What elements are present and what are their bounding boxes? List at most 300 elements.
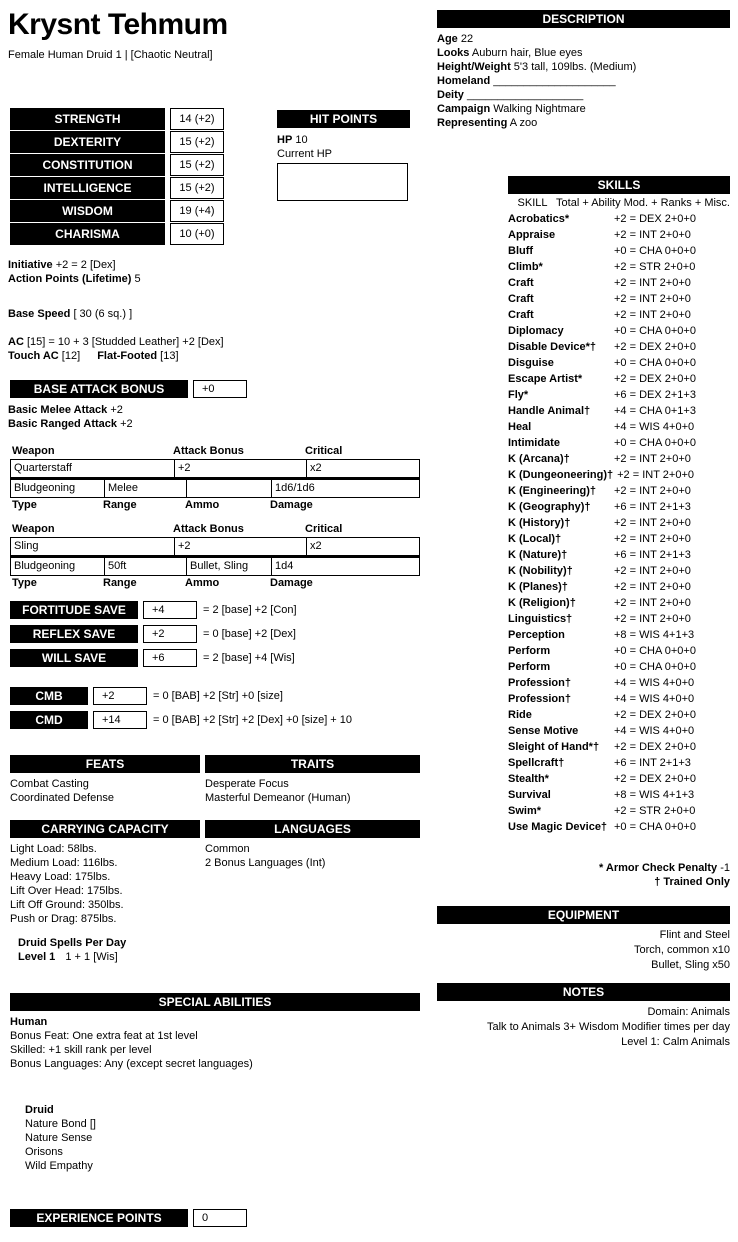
base-speed-line <box>8 307 132 321</box>
description-value: 5'3 tall, 109lbs. (Medium) <box>513 61 637 73</box>
base-attack-bonus-field[interactable]: +0 <box>193 380 247 398</box>
description-label: Age <box>437 33 458 45</box>
skill-total: +4 = WIS 4+0+0 <box>614 693 695 705</box>
skill-total: +2 = DEX 2+0+0 <box>614 741 696 753</box>
weapon-range-cell[interactable]: Melee <box>104 480 186 497</box>
save-formula: = 2 [base] +2 [Con] <box>203 604 297 616</box>
description-header: DESCRIPTION <box>437 10 730 28</box>
damage-col-header: Damage <box>270 577 313 589</box>
carrying-capacity-item: Lift Off Ground: 350lbs. <box>10 899 124 911</box>
skill-total: +2 = DEX 2+0+0 <box>614 709 696 721</box>
skill-total: +0 = CHA 0+0+0 <box>614 645 696 657</box>
experience-points-header: EXPERIENCE POINTS <box>10 1209 188 1227</box>
skill-row <box>508 611 730 627</box>
weapon-footer-row <box>10 498 420 513</box>
skill-row <box>508 275 730 291</box>
skill-row <box>508 595 730 611</box>
saves-section <box>10 601 297 673</box>
ability-score-field[interactable]: 14 (+2) <box>170 108 224 130</box>
skill-name: Bluff <box>508 245 534 257</box>
skill-row <box>508 403 730 419</box>
race-abilities-list <box>10 1029 420 1071</box>
basic-melee-value: +2 <box>110 404 123 416</box>
combat-maneuver-row <box>10 711 352 729</box>
description-label: Campaign <box>437 103 491 115</box>
weapon-table-sling <box>10 522 420 591</box>
weapon-type-cell[interactable]: Bludgeoning <box>14 560 76 572</box>
skill-row <box>508 771 730 787</box>
ability-label: INTELLIGENCE <box>10 177 165 199</box>
skill-row <box>508 227 730 243</box>
action-points-value: 5 <box>134 273 141 285</box>
weapon-table-quarterstaff <box>10 444 420 513</box>
feats-header: FEATS <box>10 755 200 773</box>
ability-row <box>10 177 224 199</box>
ability-label: STRENGTH <box>10 108 165 130</box>
carrying-capacity-header: CARRYING CAPACITY <box>10 820 200 838</box>
skill-name: Sense Motive <box>508 725 579 737</box>
ability-label: DEXTERITY <box>10 131 165 153</box>
spell-level-label: Level 1 <box>18 951 56 963</box>
carrying-capacity-item: Push or Drag: 875lbs. <box>10 913 117 925</box>
languages-column <box>205 820 420 926</box>
skill-row <box>508 243 730 259</box>
skill-name: K (Nobility)† <box>508 565 573 577</box>
weapon-name-cell[interactable]: Sling <box>14 540 39 552</box>
languages-header: LANGUAGES <box>205 820 420 838</box>
skill-total: +0 = CHA 0+0+0 <box>614 245 696 257</box>
skill-row <box>508 723 730 739</box>
base-speed-value: [ 30 (6 sq.) ] <box>73 308 133 320</box>
feats-column <box>10 755 200 805</box>
skill-total: +4 = WIS 4+0+0 <box>614 421 695 433</box>
skill-name: Survival <box>508 789 551 801</box>
character-subtitle: Female Human Druid 1 | [Chaotic Neutral] <box>8 49 213 61</box>
combat-maneuver-field[interactable]: +2 <box>93 687 147 705</box>
weapon-attack-cell[interactable]: +2 <box>174 538 306 555</box>
basic-ranged-value: +2 <box>120 418 133 430</box>
skill-name: K (Religion)† <box>508 597 576 609</box>
skill-total: +8 = WIS 4+1+3 <box>614 629 695 641</box>
carrying-capacity-column <box>10 820 200 926</box>
critical-col-header: Critical <box>305 523 343 535</box>
combat-maneuver-field[interactable]: +14 <box>93 711 147 729</box>
skill-row <box>508 579 730 595</box>
skill-name: Profession† <box>508 677 571 689</box>
description-label: Looks <box>437 47 470 59</box>
notes-section <box>437 983 730 1050</box>
skill-name: K (Local)† <box>508 533 562 545</box>
skill-row <box>508 307 730 323</box>
class-heading: Druid <box>25 1104 54 1116</box>
skill-total: +2 = INT 2+0+0 <box>614 565 691 577</box>
ac-label: AC <box>8 336 24 348</box>
skill-total: +0 = CHA 0+0+0 <box>614 661 696 673</box>
armor-check-penalty-value: -1 <box>720 862 730 874</box>
skills-header: SKILLS <box>508 176 730 194</box>
action-points-label: Action Points (Lifetime) <box>8 273 132 285</box>
description-label: Representing <box>437 117 508 129</box>
skill-row <box>508 387 730 403</box>
race-ability-item: Bonus Feat: One extra feat at 1st level <box>10 1030 198 1042</box>
skill-total: +2 = DEX 2+0+0 <box>614 213 696 225</box>
spells-per-day-section <box>18 936 126 964</box>
attack-bonus-col-header: Attack Bonus <box>173 445 244 457</box>
language-item: Common <box>205 843 250 855</box>
spells-title: Druid Spells Per Day <box>18 937 127 949</box>
equipment-item: Torch, common x10 <box>634 944 730 956</box>
ability-row <box>10 223 224 245</box>
save-label: WILL SAVE <box>10 649 138 667</box>
weapon-detail-row <box>10 478 420 498</box>
weapon-header-row <box>10 444 420 459</box>
weapon-header-row <box>10 522 420 537</box>
skill-name: K (Geography)† <box>508 501 591 513</box>
notes-list <box>437 1005 730 1050</box>
notes-header: NOTES <box>437 983 730 1001</box>
weapon-ammo-cell[interactable] <box>186 480 271 497</box>
skill-total: +6 = INT 2+1+3 <box>614 501 691 513</box>
carrying-capacity-item: Lift Over Head: 175lbs. <box>10 885 123 897</box>
combat-maneuver-formula: = 0 [BAB] +2 [Str] +0 [size] <box>153 690 283 702</box>
save-value-field[interactable]: +4 <box>143 601 197 619</box>
skill-name: Profession† <box>508 693 571 705</box>
skill-row <box>508 483 730 499</box>
description-line <box>437 74 730 88</box>
combat-maneuver-section <box>10 687 352 735</box>
ability-score-field[interactable]: 15 (+2) <box>170 131 224 153</box>
skill-row <box>508 291 730 307</box>
skill-total: +2 = INT 2+0+0 <box>614 453 691 465</box>
skill-total: +2 = INT 2+0+0 <box>614 277 691 289</box>
skill-name: K (Dungeoneering)† <box>508 469 614 481</box>
skill-row <box>508 323 730 339</box>
attack-bonus-col-header: Attack Bonus <box>173 523 244 535</box>
weapon-damage-cell[interactable]: 1d4 <box>271 558 419 575</box>
basic-melee-label: Basic Melee Attack <box>8 404 108 416</box>
skill-total: +4 = CHA 0+1+3 <box>614 405 696 417</box>
skill-name: Handle Animal† <box>508 405 591 417</box>
base-attack-bonus-row <box>10 380 247 398</box>
base-attack-bonus-header: BASE ATTACK BONUS <box>10 380 188 398</box>
skill-name: Climb* <box>508 261 543 273</box>
skill-name: Swim* <box>508 805 542 817</box>
skill-total: +2 = STR 2+0+0 <box>614 261 696 273</box>
hit-points-header: HIT POINTS <box>277 110 410 128</box>
save-formula: = 0 [base] +2 [Dex] <box>203 628 296 640</box>
description-label: Deity <box>437 89 464 101</box>
description-value: ____________________ <box>493 75 616 87</box>
description-label: Height/Weight <box>437 61 511 73</box>
class-abilities-block <box>25 1103 96 1173</box>
skill-row <box>508 563 730 579</box>
skill-name: Disable Device*† <box>508 341 597 353</box>
skill-name: Perform <box>508 645 551 657</box>
weapon-col-header: Weapon <box>12 523 55 535</box>
description-section <box>437 10 730 130</box>
note-item: Domain: Animals <box>647 1006 730 1018</box>
class-abilities-list <box>25 1117 96 1173</box>
description-value: Walking Nightmare <box>493 103 586 115</box>
description-label: Homeland <box>437 75 491 87</box>
skill-name: Ride <box>508 709 532 721</box>
race-heading: Human <box>10 1016 48 1028</box>
skill-name: Craft <box>508 309 534 321</box>
experience-points-row <box>10 1209 247 1227</box>
skill-row <box>508 787 730 803</box>
equipment-list <box>437 928 730 973</box>
ability-score-field[interactable]: 19 (+4) <box>170 200 224 222</box>
skill-row <box>508 547 730 563</box>
skill-total: +2 = INT 2+0+0 <box>614 293 691 305</box>
skill-name: Stealth* <box>508 773 549 785</box>
initiative-label: Initiative <box>8 259 53 271</box>
skill-row <box>508 451 730 467</box>
skill-row <box>508 371 730 387</box>
current-hp-label: Current HP <box>277 148 333 160</box>
skill-name: Acrobatics* <box>508 213 570 225</box>
base-speed-label: Base Speed <box>8 308 71 320</box>
weapon-critical-cell[interactable]: x2 <box>306 538 419 555</box>
range-col-header: Range <box>103 499 137 511</box>
skill-name: Disguise <box>508 357 554 369</box>
hp-value: 10 <box>295 134 308 146</box>
skill-total: +0 = CHA 0+0+0 <box>614 437 696 449</box>
feats-traits-section <box>10 755 420 805</box>
skill-total: +6 = INT 2+1+3 <box>614 757 691 769</box>
trait-item: Desperate Focus <box>205 778 289 790</box>
touch-ac-value: [12] <box>61 350 81 362</box>
armor-class-block <box>8 335 224 363</box>
weapon-name-row <box>10 459 420 478</box>
ability-score-field[interactable]: 15 (+2) <box>170 177 224 199</box>
ability-row <box>10 131 224 153</box>
skill-row <box>508 435 730 451</box>
skill-row <box>508 819 730 835</box>
save-row <box>10 601 297 619</box>
skill-total: +0 = CHA 0+0+0 <box>614 325 696 337</box>
combat-maneuver-formula: = 0 [BAB] +2 [Str] +2 [Dex] +0 [size] + 10 <box>153 714 353 726</box>
class-ability-item: Nature Sense <box>25 1132 93 1144</box>
ability-row <box>10 200 224 222</box>
basic-ranged-label: Basic Ranged Attack <box>8 418 118 430</box>
skill-total: +0 = CHA 0+0+0 <box>614 821 696 833</box>
ac-value: [15] = 10 + 3 [Studded Leather] +2 [Dex] <box>26 336 224 348</box>
ability-label: CHARISMA <box>10 223 165 245</box>
skill-total: +2 = DEX 2+0+0 <box>614 773 696 785</box>
skills-list <box>508 211 730 835</box>
flat-footed-label: Flat-Footed <box>97 350 158 362</box>
skill-name: Use Magic Device† <box>508 821 608 833</box>
race-ability-item: Bonus Languages: Any (except secret languages) <box>10 1058 253 1070</box>
skill-total: +2 = INT 2+0+0 <box>614 581 691 593</box>
description-line <box>437 32 730 46</box>
save-label: REFLEX SAVE <box>10 625 138 643</box>
trained-only-note: † Trained Only <box>654 876 730 888</box>
skill-total: +0 = CHA 0+0+0 <box>614 357 696 369</box>
feat-item: Coordinated Defense <box>10 792 114 804</box>
spell-level-value: 1 + 1 [Wis] <box>65 951 118 963</box>
weapon-footer-row <box>10 576 420 591</box>
skill-row <box>508 531 730 547</box>
skills-column-header: SKILL Total + Ability Mod. + Ranks + Misc. <box>517 197 730 209</box>
skill-name: K (Engineering)† <box>508 485 597 497</box>
save-value-field[interactable]: +6 <box>143 649 197 667</box>
weapon-type-cell[interactable]: Bludgeoning <box>14 482 76 494</box>
initiative-value: +2 = 2 [Dex] <box>55 259 116 271</box>
current-hp-field[interactable] <box>277 163 408 201</box>
languages-list <box>205 842 420 870</box>
weapon-name-cell[interactable]: Quarterstaff <box>14 462 72 474</box>
character-name: Krysnt Tehmum <box>8 8 228 41</box>
skill-row <box>508 755 730 771</box>
skill-row <box>508 211 730 227</box>
touch-ac-label: Touch AC <box>8 350 59 362</box>
skill-row <box>508 707 730 723</box>
skill-total: +6 = INT 2+1+3 <box>614 549 691 561</box>
save-row <box>10 649 297 667</box>
language-item: 2 Bonus Languages (Int) <box>205 857 326 869</box>
damage-col-header: Damage <box>270 499 313 511</box>
skill-name: Craft <box>508 293 534 305</box>
ammo-col-header: Ammo <box>185 499 220 511</box>
weapon-attack-cell[interactable]: +2 <box>174 460 306 477</box>
weapon-damage-cell[interactable]: 1d6/1d6 <box>271 480 419 497</box>
experience-points-field[interactable]: 0 <box>193 1209 247 1227</box>
skill-row <box>508 659 730 675</box>
type-col-header: Type <box>12 577 37 589</box>
equipment-section <box>437 906 730 973</box>
armor-check-penalty-label: * Armor Check Penalty <box>598 862 718 874</box>
weapon-name-row <box>10 537 420 556</box>
note-item: Talk to Animals 3+ Wisdom Modifier times per day <box>486 1021 730 1033</box>
description-value: A zoo <box>509 117 538 129</box>
skill-name: Craft <box>508 277 534 289</box>
skill-total: +2 = INT 2+0+0 <box>614 613 691 625</box>
ability-row <box>10 154 224 176</box>
description-value: ___________________ <box>466 89 584 101</box>
skill-name: Spellcraft† <box>508 757 565 769</box>
save-label: FORTITUDE SAVE <box>10 601 138 619</box>
race-ability-item: Skilled: +1 skill rank per level <box>10 1044 152 1056</box>
ability-row <box>10 108 224 130</box>
class-ability-item: Orisons <box>25 1146 63 1158</box>
skill-total: +2 = INT 2+0+0 <box>614 533 691 545</box>
save-row <box>10 625 297 643</box>
abilities-table <box>10 108 224 246</box>
skill-total: +2 = INT 2+0+0 <box>614 485 691 497</box>
equipment-item: Flint and Steel <box>659 929 730 941</box>
feats-list <box>10 777 200 805</box>
skill-row <box>508 691 730 707</box>
skill-row <box>508 803 730 819</box>
skill-row <box>508 499 730 515</box>
carrying-capacity-list <box>10 842 200 926</box>
carrying-capacity-item: Heavy Load: 175lbs. <box>10 871 111 883</box>
skill-name: K (Nature)† <box>508 549 568 561</box>
skill-name: Linguistics† <box>508 613 573 625</box>
special-abilities-header: SPECIAL ABILITIES <box>10 993 420 1011</box>
skill-total: +2 = STR 2+0+0 <box>614 805 696 817</box>
weapon-critical-cell[interactable]: x2 <box>306 460 419 477</box>
skill-row <box>508 339 730 355</box>
skill-name: Intimidate <box>508 437 560 449</box>
skill-name: Heal <box>508 421 532 433</box>
skills-section <box>508 176 730 835</box>
carrying-capacity-item: Light Load: 58lbs. <box>10 843 97 855</box>
equipment-item: Bullet, Sling x50 <box>651 959 730 971</box>
combat-maneuver-row <box>10 687 352 705</box>
skill-total: +2 = INT 2+0+0 <box>614 517 691 529</box>
class-ability-item: Nature Bond [] <box>25 1118 96 1130</box>
skill-total: +8 = WIS 4+1+3 <box>614 789 695 801</box>
skill-name: K (History)† <box>508 517 571 529</box>
skill-name: Escape Artist* <box>508 373 583 385</box>
traits-list <box>205 777 420 805</box>
skill-row <box>508 515 730 531</box>
skill-row <box>508 643 730 659</box>
skill-name: K (Planes)† <box>508 581 568 593</box>
skill-name: Perform <box>508 661 551 673</box>
hp-label: HP <box>277 134 293 146</box>
ability-score-field[interactable]: 10 (+0) <box>170 223 224 245</box>
feat-item: Combat Casting <box>10 778 89 790</box>
description-line <box>437 88 730 102</box>
skill-row <box>508 419 730 435</box>
carrying-capacity-item: Medium Load: 116lbs. <box>10 857 118 869</box>
traits-header: TRAITS <box>205 755 420 773</box>
skill-row <box>508 467 730 483</box>
ability-label: WISDOM <box>10 200 165 222</box>
combat-maneuver-label: CMD <box>10 711 88 729</box>
skill-name: Fly* <box>508 389 529 401</box>
skill-row <box>508 355 730 371</box>
skill-total: +2 = INT 2+0+0 <box>614 229 691 241</box>
hp-line <box>277 133 410 147</box>
skill-total: +2 = INT 2+0+0 <box>614 597 691 609</box>
description-lines <box>437 32 730 130</box>
weapon-detail-row <box>10 556 420 576</box>
critical-col-header: Critical <box>305 445 343 457</box>
skill-name: Diplomacy <box>508 325 564 337</box>
skill-total: +4 = WIS 4+0+0 <box>614 725 695 737</box>
ammo-col-header: Ammo <box>185 577 220 589</box>
skill-total: +2 = DEX 2+0+0 <box>614 341 696 353</box>
skill-name: Sleight of Hand*† <box>508 741 600 753</box>
weapon-range-cell[interactable]: 50ft <box>104 558 186 575</box>
combat-maneuver-label: CMB <box>10 687 88 705</box>
hit-points-section <box>277 110 410 201</box>
flat-footed-value: [13] <box>160 350 179 362</box>
description-value: 22 <box>460 33 474 45</box>
description-line <box>437 46 730 60</box>
weapon-col-header: Weapon <box>12 445 55 457</box>
equipment-header: EQUIPMENT <box>437 906 730 924</box>
skill-row <box>508 739 730 755</box>
ability-score-field[interactable]: 15 (+2) <box>170 154 224 176</box>
skill-name: Perception <box>508 629 565 641</box>
ability-label: CONSTITUTION <box>10 154 165 176</box>
special-abilities-section <box>10 993 420 1071</box>
type-col-header: Type <box>12 499 37 511</box>
initiative-block <box>8 258 141 286</box>
skill-total: +2 = DEX 2+0+0 <box>614 373 696 385</box>
save-value-field[interactable]: +2 <box>143 625 197 643</box>
skill-row <box>508 259 730 275</box>
skill-name: K (Arcana)† <box>508 453 570 465</box>
weapon-ammo-cell[interactable]: Bullet, Sling <box>186 558 271 575</box>
skill-row <box>508 627 730 643</box>
